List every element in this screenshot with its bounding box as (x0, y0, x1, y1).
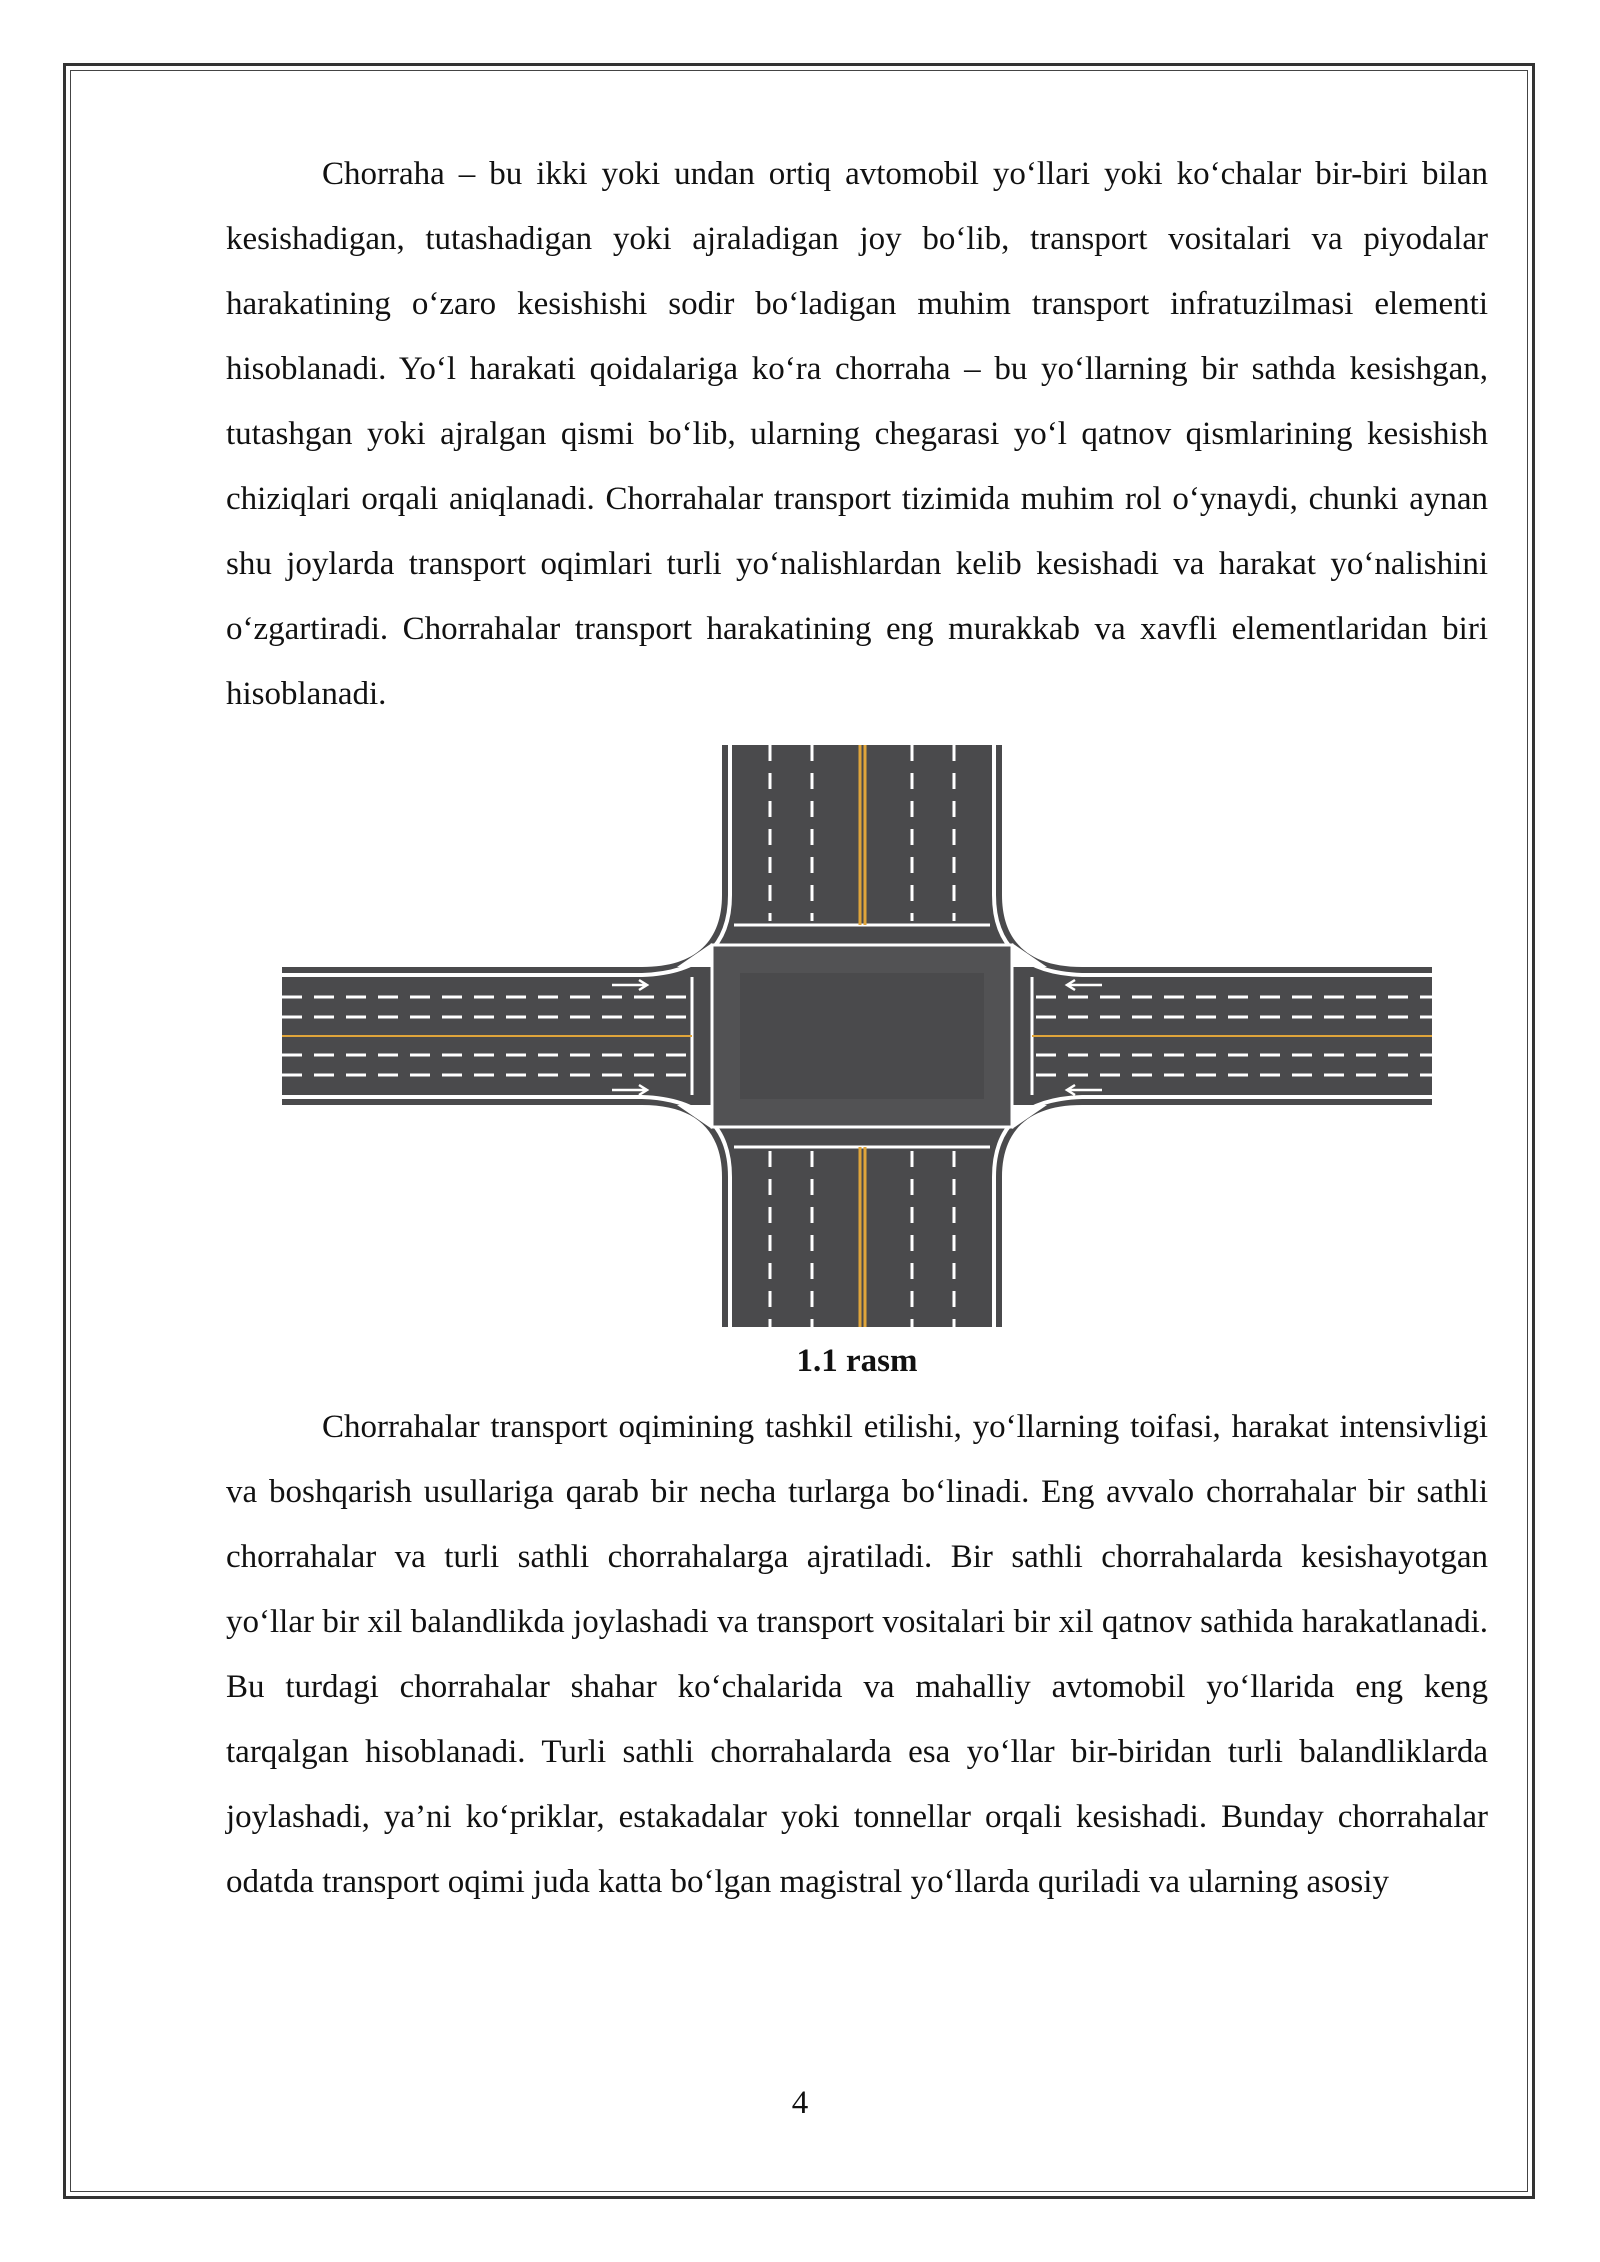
intersection-diagram-figure (282, 745, 1432, 1327)
page-number: 4 (791, 2085, 809, 2121)
intersection-core (740, 973, 984, 1099)
paragraph-intro: Chorraha – bu ikki yoki undan ortiq avtomobil yo‘llari yoki ko‘chalar bir-biri bilan kesishadigan, tutashadigan yoki ajraladigan joy bo‘lib, transport vositalari va piyodalar harakatining o‘zaro kesishishi sodir bo‘ladigan muhim transport infratuzilmasi elementi hisoblanadi. Yo‘l harakati qoidalariga ko‘ra chorraha – bu yo‘llarning bir sathda kesishgan, tutashgan yoki ajralgan qismi bo‘lib, ularning chegarasi yo‘l qatnov qismlarining kesishish chiziqlari orqali aniqlanadi. Chorrahalar transport tizimida muhim rol o‘ynaydi, chunki aynan shu joylarda transport oqimlari turli yo‘nalishlardan kelib kesishadi va harakat yo‘nalishini o‘zgartiradi. Chorrahalar transport harakatining eng murakkab va xavfli elementlaridan biri hisoblanadi. (226, 156, 1488, 712)
paragraph-types: Chorrahalar transport oqimining tashkil etilishi, yo‘llarning toifasi, harakat intensivligi va boshqarish usullariga qarab bir necha turlarga bo‘linadi. Eng avvalo chorrahalar bir sathli chorrahalar va turli sathli chorrahalarga ajratiladi. Bir sathli chorrahalarda kesishayotgan yo‘llar bir xil balandlikda joylashadi va transport vositalari bir xil qatnov sathida harakatlanadi. Bu turdagi chorrahalar shahar ko‘chalarida va mahalliy avtomobil yo‘llarida eng keng tarqalgan hisoblanadi. Turli sathli chorrahalarda esa yo‘llar bir-biridan turli balandliklarda joylashadi, ya’ni ko‘priklar, estakadalar yoki tonnellar orqali kesishadi. Bunday chorrahalar odatda transport oqimi juda katta bo‘lgan magistral yo‘llarda quriladi va ularning asosiy (226, 1409, 1488, 1900)
page-content (226, 142, 1488, 1915)
figure-caption: 1.1 rasm (796, 1343, 918, 1379)
